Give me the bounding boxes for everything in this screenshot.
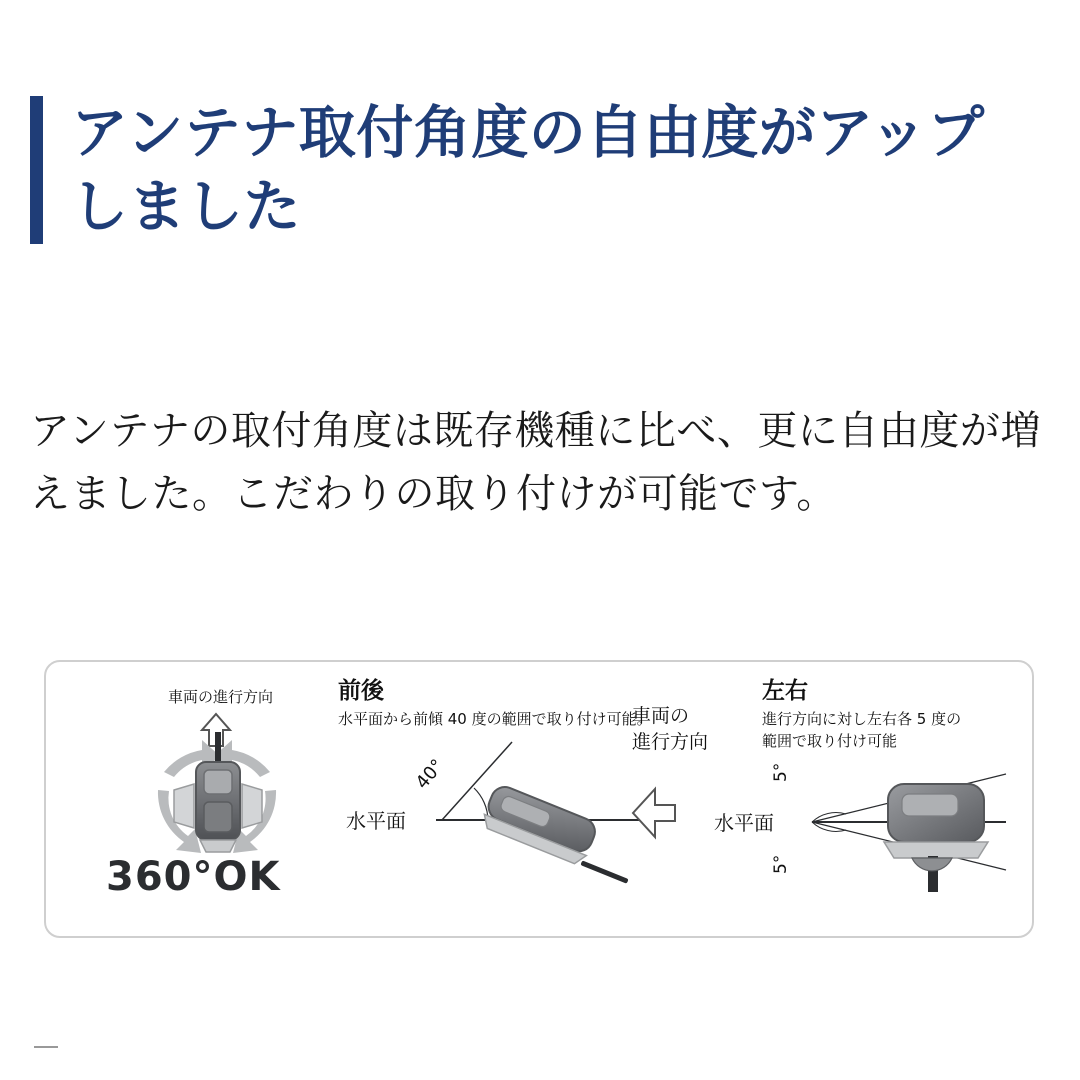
right-arrow-outline-icon bbox=[633, 789, 675, 837]
footer-divider bbox=[34, 1046, 58, 1048]
right-description-line2: 範囲で取り付け可能 bbox=[762, 732, 898, 750]
right-angle-label-top: 5° bbox=[771, 762, 791, 782]
middle-description-text: 水平面から前傾 40 度の範囲で取り付け可能。 bbox=[338, 710, 652, 728]
middle-direction-label-line2: 進行方向 bbox=[632, 731, 709, 753]
right-angle-label-bottom: 5° bbox=[771, 854, 791, 874]
heading-accent-bar bbox=[30, 96, 43, 244]
middle-angle-label: 40° bbox=[411, 755, 449, 794]
middle-direction-label-line1: 車両の bbox=[632, 705, 690, 727]
left-caption-text: 車両の進行方向 bbox=[168, 688, 274, 706]
left-badge-text: 360°OK bbox=[106, 854, 281, 900]
page-title: アンテナ取付角度の自由度がアップしました bbox=[71, 100, 985, 241]
right-description-line1: 進行方向に対し左右各 5 度の bbox=[762, 710, 962, 728]
figure-illustration bbox=[46, 662, 1032, 936]
page-heading bbox=[30, 96, 1040, 244]
right-baseline-label: 水平面 bbox=[714, 811, 774, 835]
antenna-side-view-tilted bbox=[480, 783, 644, 885]
antenna-front-view bbox=[884, 784, 988, 892]
body-paragraph: アンテナの取付角度は既存機種に比べ、更に自由度が増えました。こだわりの取り付けが可能です。 bbox=[30, 408, 1041, 518]
middle-title-text: 前後 bbox=[338, 678, 384, 704]
right-title-text: 左右 bbox=[762, 678, 808, 704]
antenna-angle-figure bbox=[44, 660, 1034, 938]
middle-baseline-label: 水平面 bbox=[346, 809, 406, 833]
